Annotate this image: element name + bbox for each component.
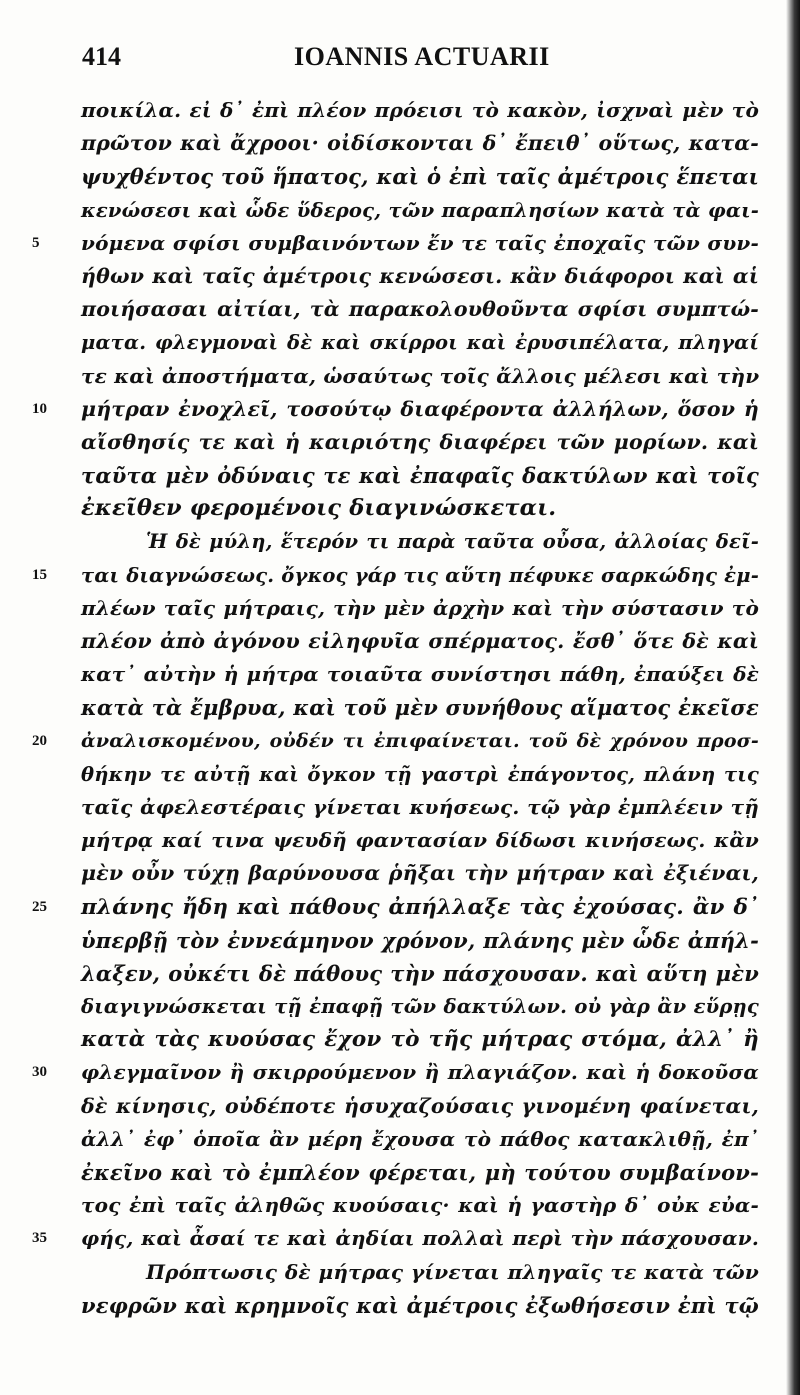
line-number: 25 bbox=[32, 898, 47, 915]
line-text: νεφρῶν καὶ κρημνοῖς καὶ ἀμέτροις ἐξωθήσεσιν ἐπὶ τῷ bbox=[81, 1292, 759, 1318]
line-text: ταῦτα μὲν ὀδύναις τε καὶ ἐπαφαῖς δακτύλων καὶ τοῖς bbox=[81, 463, 759, 489]
text-line bbox=[0, 293, 786, 326]
text-line bbox=[0, 194, 786, 227]
text-line bbox=[0, 426, 786, 459]
line-text: λαξεν, οὐκέτι δὲ πάθους τὴν πάσχουσαν. καὶ αὕτη μὲν bbox=[81, 960, 759, 986]
text-line bbox=[0, 326, 786, 359]
line-text: δὲ κίνησις, οὐδέποτε ἡσυχαζούσαις γινομένη φαίνεται, bbox=[81, 1093, 759, 1118]
line-text: πρῶτον καὶ ἄχροοι· οἰδίσκονται δ᾽ ἔπειθ᾽ οὕτως, κατα- bbox=[81, 131, 759, 156]
text-line bbox=[0, 1023, 786, 1056]
text-line bbox=[0, 127, 786, 160]
text-line bbox=[0, 260, 786, 293]
line-text: κατὰ τὰ ἔμβρυα, καὶ τοῦ μὲν συνήθους αἵματος ἐκεῖσε bbox=[81, 695, 759, 721]
page-number: 414 bbox=[82, 42, 121, 71]
text-line bbox=[0, 1222, 786, 1255]
text-line bbox=[0, 1090, 786, 1123]
text-line bbox=[0, 691, 786, 724]
line-text: ἀλλ᾽ ἐφ᾽ ὁποῖα ἂν μέρη ἔχουσα τὸ πάθος κατακλιθῇ, ἐπ᾽ bbox=[81, 1126, 759, 1151]
line-text: αἴσθησίς τε καὶ ἡ καιριότης διαφέρει τῶν μορίων. καὶ bbox=[81, 429, 759, 454]
text-line bbox=[0, 227, 786, 260]
line-text: ποικίλα. εἰ δ᾽ ἐπὶ πλέον πρόεισι τὸ κακὸν, ἰσχναὶ μὲν τὸ bbox=[81, 98, 759, 122]
line-text: τος ἐπὶ ταῖς ἀληθῶς κυούσαις· καὶ ἡ γαστὴρ δ᾽ οὐκ εὐα- bbox=[81, 1193, 759, 1218]
line-text: κενώσεσι καὶ ὧδε ὕδερος, τῶν παραπλησίων κατὰ τὰ φαι- bbox=[81, 198, 759, 222]
line-text: θήκην τε αὐτῇ καὶ ὄγκον τῇ γαστρὶ ἐπάγοντος, πλάνη τις bbox=[81, 762, 759, 786]
body-text bbox=[0, 94, 786, 1322]
text-line bbox=[0, 891, 786, 924]
text-line bbox=[0, 1056, 786, 1089]
line-text: φλεγμαῖνον ἢ σκιρρούμενον ἢ πλαγιάζον. καὶ ἡ δοκοῦσα bbox=[81, 1060, 759, 1085]
line-text: ἐκεῖνο καὶ τὸ ἐμπλέον φέρεται, μὴ τούτου συμβαίνον- bbox=[81, 1160, 759, 1185]
text-line bbox=[0, 725, 786, 758]
line-text: μήτραν ἐνοχλεῖ, τοσούτῳ διαφέροντα ἀλλήλων, ὅσον ἡ bbox=[81, 396, 759, 421]
text-line bbox=[0, 824, 786, 857]
text-line bbox=[0, 957, 786, 990]
text-line bbox=[0, 758, 786, 791]
text-line bbox=[0, 559, 786, 592]
line-number: 10 bbox=[32, 400, 47, 417]
text-line bbox=[0, 492, 786, 525]
line-number: 15 bbox=[32, 566, 47, 583]
text-line bbox=[0, 1156, 786, 1189]
line-text: πλέων ταῖς μήτραις, τὴν μὲν ἀρχὴν καὶ τὴν σύστασιν τὸ bbox=[81, 595, 759, 620]
text-line bbox=[0, 1189, 786, 1222]
text-line bbox=[0, 393, 786, 426]
text-line bbox=[0, 791, 786, 824]
line-text: τε καὶ ἀποστήματα, ὡσαύτως τοῖς ἄλλοις μέλεσι καὶ τὴν bbox=[81, 363, 760, 388]
line-number: 35 bbox=[32, 1230, 47, 1247]
text-line bbox=[0, 1123, 786, 1156]
line-text: μὲν οὖν τύχῃ βαρύνουσα ῥῆξαι τὴν μήτραν καὶ ἐξιέναι, bbox=[81, 861, 759, 886]
text-line bbox=[0, 592, 786, 625]
text-line bbox=[0, 625, 786, 658]
line-text: μήτρᾳ καί τινα ψευδῆ φαντασίαν δίδωσι κινήσεως. κἂν bbox=[81, 828, 759, 853]
running-head: IOANNIS ACTUARII bbox=[294, 42, 550, 71]
text-line bbox=[0, 857, 786, 890]
line-text: ταῖς ἀφελεστέραις γίνεται κυήσεως. τῷ γὰρ ἐμπλέειν τῇ bbox=[81, 794, 759, 819]
line-text: Ἡ δὲ μύλη, ἕτερόν τι παρὰ ταῦτα οὖσα, ἀλλοίας δεῖ- bbox=[146, 530, 759, 554]
line-text: ματα. φλεγμοναὶ δὲ καὶ σκίρροι καὶ ἐρυσιπέλατα, πληγαί bbox=[81, 331, 759, 355]
page-edge-shadow bbox=[786, 0, 800, 1395]
text-line bbox=[0, 525, 786, 558]
line-number: 20 bbox=[32, 732, 47, 749]
page-header bbox=[82, 38, 742, 78]
text-line bbox=[0, 360, 786, 393]
line-text: ἀναλισκομένου, οὐδέν τι ἐπιφαίνεται. τοῦ δὲ χρόνου προσ- bbox=[81, 729, 759, 752]
text-line bbox=[0, 990, 786, 1023]
line-text: κατ᾽ αὐτὴν ἡ μήτρα τοιαῦτα συνίστησι πάθη, ἐπαύξει δὲ bbox=[81, 662, 759, 687]
line-number: 30 bbox=[32, 1064, 47, 1081]
text-line bbox=[0, 1256, 786, 1289]
line-text: φής, καὶ ἆσαί τε καὶ ἀηδίαι πολλαὶ περὶ τὴν πάσχουσαν. bbox=[81, 1226, 759, 1251]
line-number: 5 bbox=[32, 234, 40, 251]
line-text: πλάνης ἤδη καὶ πάθους ἀπήλλαξε τὰς ἐχούσας. ἂν δ᾽ bbox=[81, 894, 759, 920]
text-line bbox=[0, 160, 786, 193]
line-text: ται διαγνώσεως. ὄγκος γάρ τις αὕτη πέφυκε σαρκώδης ἐμ- bbox=[81, 563, 759, 587]
line-text: διαγιγνώσκεται τῇ ἐπαφῇ τῶν δακτύλων. οὐ γὰρ ἂν εὕρῃς bbox=[81, 995, 759, 1019]
text-line bbox=[0, 924, 786, 957]
line-text: ψυχθέντος τοῦ ἥπατος, καὶ ὁ ἐπὶ ταῖς ἀμέτροις ἕπεται bbox=[81, 164, 759, 190]
line-text: νόμενα σφίσι συμβαινόντων ἔν τε ταῖς ἐποχαῖς τῶν συν- bbox=[81, 230, 759, 255]
line-text: ποιήσασαι αἰτίαι, τὰ παρακολουθοῦντα σφίσι συμπτώ- bbox=[81, 297, 759, 322]
line-text: Πρόπτωσις δὲ μήτρας γίνεται πληγαῖς τε κατὰ τῶν bbox=[146, 1259, 759, 1284]
line-text: ἐκεῖθεν φερομένοις διαγινώσκεται. bbox=[81, 495, 557, 522]
text-line bbox=[0, 94, 786, 127]
text-line bbox=[0, 459, 786, 492]
text-line bbox=[0, 658, 786, 691]
line-text: πλέον ἀπὸ ἀγόνου εἰληφυῖα σπέρματος. ἔσθ᾽ ὅτε δὲ καὶ bbox=[81, 629, 759, 653]
line-text: κατὰ τὰς κυούσας ἔχον τὸ τῆς μήτρας στόμα, ἀλλ᾽ ἢ bbox=[81, 1027, 759, 1053]
line-text: ὑπερβῇ τὸν ἐννεάμηνον χρόνον, πλάνης μὲν ὧδε ἀπήλ- bbox=[81, 927, 759, 953]
line-text: ήθων καὶ ταῖς ἀμέτροις κενώσεσι. κἂν διάφοροι καὶ αἱ bbox=[81, 263, 759, 288]
text-line bbox=[0, 1289, 786, 1322]
